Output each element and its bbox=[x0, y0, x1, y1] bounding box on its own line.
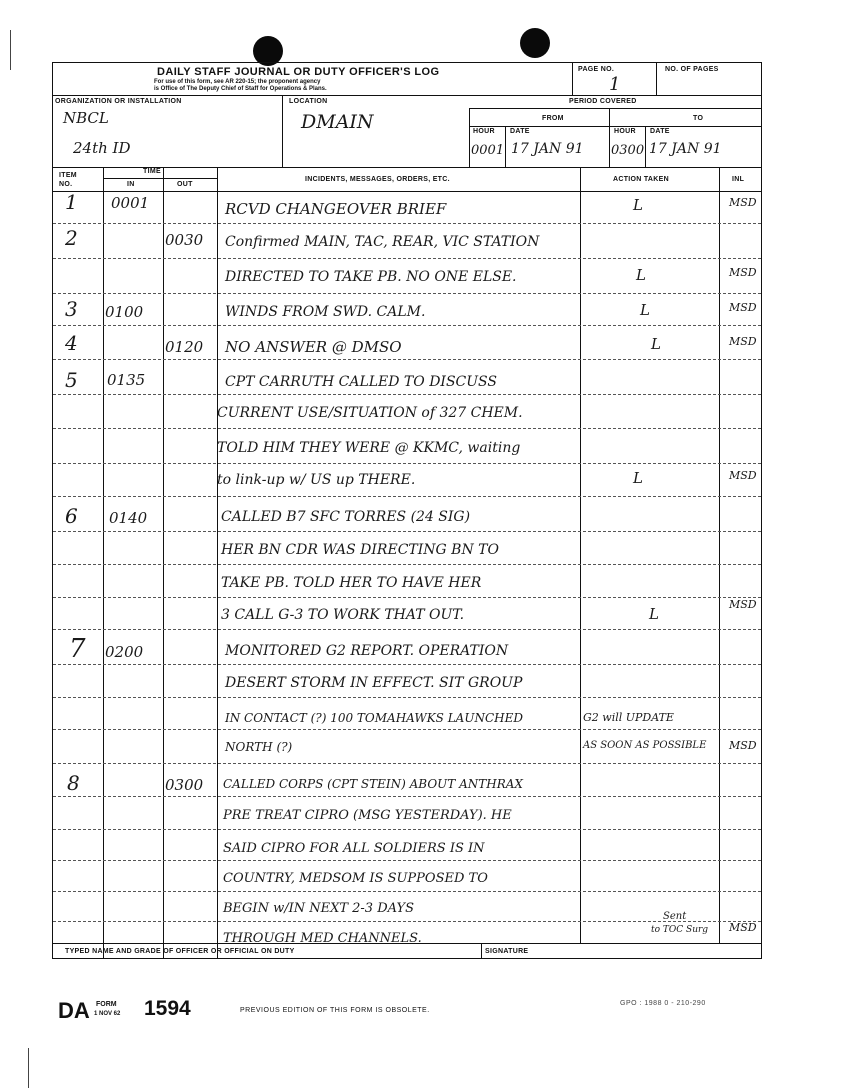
initials: MSD bbox=[729, 335, 757, 348]
incident-text: Confirmed MAIN, TAC, REAR, VIC STATION bbox=[225, 234, 540, 250]
from-hour-label: HOUR bbox=[473, 128, 495, 135]
footer-form-2: 1 NOV 62 bbox=[94, 1011, 121, 1017]
ruled-line bbox=[53, 763, 761, 764]
footer-gpo: GPO : 1988 0 - 210-290 bbox=[620, 1000, 706, 1007]
ruled-line bbox=[53, 860, 761, 861]
ruled-line bbox=[53, 258, 761, 259]
action-taken: Sent bbox=[663, 911, 687, 922]
incident-text: COUNTRY, MEDSOM IS SUPPOSED TO bbox=[223, 871, 488, 886]
to-hour-label: HOUR bbox=[614, 128, 636, 135]
action-taken: G2 will UPDATE bbox=[583, 711, 674, 724]
time-out: 0120 bbox=[165, 338, 204, 356]
from-hour-value[interactable]: 0001 bbox=[471, 143, 505, 158]
ruled-line bbox=[53, 428, 761, 429]
incident-text: MONITORED G2 REPORT. OPERATION bbox=[225, 643, 509, 659]
ruled-line bbox=[53, 697, 761, 698]
footer-da: DA bbox=[58, 998, 90, 1023]
item-number: 2 bbox=[65, 226, 78, 250]
time-label: TIME bbox=[143, 168, 161, 175]
item-number: 5 bbox=[65, 368, 78, 392]
journal-form bbox=[52, 62, 762, 959]
time-out: 0030 bbox=[165, 231, 204, 249]
action-taken: L bbox=[633, 469, 643, 487]
incident-text: TAKE PB. TOLD HER TO HAVE HER bbox=[221, 575, 482, 591]
location-label: LOCATION bbox=[289, 98, 328, 105]
ruled-line bbox=[53, 394, 761, 395]
action-taken: AS SOON AS POSSIBLE bbox=[583, 740, 707, 751]
ruled-line bbox=[53, 564, 761, 565]
initials: MSD bbox=[729, 598, 757, 611]
time-in: 0135 bbox=[107, 371, 146, 389]
incident-text: CURRENT USE/SITUATION of 327 CHEM. bbox=[217, 405, 523, 421]
incident-text: BEGIN w/IN NEXT 2-3 DAYS bbox=[223, 901, 414, 916]
action-taken: L bbox=[640, 301, 650, 319]
incident-text: TOLD HIM THEY WERE @ KKMC, waiting bbox=[217, 440, 521, 456]
incident-text: to link-up w/ US up THERE. bbox=[217, 472, 416, 488]
item-number: 4 bbox=[65, 331, 78, 355]
page-no-label: PAGE NO. bbox=[578, 66, 615, 73]
initials: MSD bbox=[729, 921, 757, 934]
incident-text: PRE TREAT CIPRO (MSG YESTERDAY). HE bbox=[223, 808, 512, 823]
footer-previous-edition: PREVIOUS EDITION OF THIS FORM IS OBSOLETE. bbox=[240, 1007, 430, 1014]
incident-text: 3 CALL G-3 TO WORK THAT OUT. bbox=[221, 607, 465, 623]
to-date-value[interactable]: 17 JAN 91 bbox=[649, 141, 722, 157]
action-taken: L bbox=[651, 335, 661, 353]
ruled-line bbox=[53, 223, 761, 224]
incident-text: NO ANSWER @ DMSO bbox=[225, 338, 402, 356]
organization-value-1[interactable]: NBCL bbox=[63, 109, 109, 127]
form-title: DAILY STAFF JOURNAL OR DUTY OFFICER'S LOG bbox=[157, 66, 440, 78]
page-no-value[interactable]: 1 bbox=[609, 74, 621, 95]
scan-mark-bottom bbox=[28, 1048, 29, 1088]
ruled-line bbox=[53, 463, 761, 464]
ruled-line bbox=[53, 796, 761, 797]
action-taken-label: ACTION TAKEN bbox=[613, 176, 669, 183]
time-in: 0140 bbox=[109, 509, 148, 527]
incident-text: CALLED B7 SFC TORRES (24 SIG) bbox=[221, 509, 471, 525]
incident-text: SAID CIPRO FOR ALL SOLDIERS IS IN bbox=[223, 841, 485, 856]
initials: MSD bbox=[729, 301, 757, 314]
ruled-line bbox=[53, 629, 761, 630]
time-in: 0200 bbox=[105, 643, 144, 661]
from-date-label: DATE bbox=[510, 128, 530, 135]
organization-label: ORGANIZATION OR INSTALLATION bbox=[55, 98, 182, 105]
from-date-value[interactable]: 17 JAN 91 bbox=[511, 141, 584, 157]
to-hour-value[interactable]: 0300 bbox=[611, 143, 645, 158]
incident-text: DESERT STORM IN EFFECT. SIT GROUP bbox=[225, 675, 523, 691]
action-taken: L bbox=[649, 605, 659, 623]
ruled-line bbox=[53, 829, 761, 830]
action-taken: L bbox=[633, 196, 643, 214]
incident-text: THROUGH MED CHANNELS. bbox=[223, 931, 422, 946]
ruled-line bbox=[53, 496, 761, 497]
time-in: 0001 bbox=[111, 194, 150, 212]
incident-text: NORTH (?) bbox=[225, 740, 293, 754]
from-label: FROM bbox=[542, 115, 564, 122]
location-value[interactable]: DMAIN bbox=[301, 111, 374, 133]
ruled-line bbox=[53, 597, 761, 598]
action-taken: to TOC Surg bbox=[651, 925, 709, 935]
ruled-line bbox=[53, 664, 761, 665]
typed-name-label: TYPED NAME AND GRADE OF OFFICER OR OFFICIAL ON DUTY bbox=[65, 948, 295, 955]
initials: MSD bbox=[729, 196, 757, 209]
incident-text: RCVD CHANGEOVER BRIEF bbox=[225, 200, 447, 218]
ruled-line bbox=[53, 359, 761, 360]
incident-text: WINDS FROM SWD. CALM. bbox=[225, 304, 426, 320]
incident-text: CPT CARRUTH CALLED TO DISCUSS bbox=[225, 374, 497, 390]
organization-value-2[interactable]: 24th ID bbox=[73, 139, 131, 157]
ruled-line bbox=[53, 891, 761, 892]
scan-mark-left bbox=[10, 30, 11, 70]
incident-text: IN CONTACT (?) 100 TOMAHAWKS LAUNCHED bbox=[225, 711, 523, 725]
ruled-line bbox=[53, 921, 761, 922]
incidents-label: INCIDENTS, MESSAGES, ORDERS, ETC. bbox=[305, 176, 450, 183]
item-number: 1 bbox=[65, 190, 78, 214]
footer-form-1: FORM bbox=[96, 1001, 117, 1008]
ruled-line bbox=[53, 729, 761, 730]
item-number: 6 bbox=[65, 504, 78, 528]
ruled-line bbox=[53, 531, 761, 532]
form-subtitle-1: For use of this form, see AR 220-15; the proponent agency bbox=[154, 79, 321, 85]
initials-label: INL bbox=[732, 176, 745, 183]
footer-form-number: 1594 bbox=[144, 997, 191, 1020]
ruled-line bbox=[53, 293, 761, 294]
to-label: TO bbox=[693, 115, 704, 122]
item-no-label: ITEM NO. bbox=[59, 172, 77, 188]
punch-hole-right bbox=[520, 28, 550, 58]
initials: MSD bbox=[729, 266, 757, 279]
incident-text: DIRECTED TO TAKE PB. NO ONE ELSE. bbox=[225, 269, 517, 285]
in-label: IN bbox=[127, 181, 135, 188]
no-of-pages-label: NO. OF PAGES bbox=[665, 66, 719, 73]
initials: MSD bbox=[729, 739, 757, 752]
out-label: OUT bbox=[177, 181, 193, 188]
initials: MSD bbox=[729, 469, 757, 482]
incident-text: HER BN CDR WAS DIRECTING BN TO bbox=[221, 542, 499, 558]
item-number: 7 bbox=[69, 634, 86, 664]
form-subtitle-2: is Office of The Deputy Chief of Staff for Operations & Plans. bbox=[154, 86, 327, 92]
ruled-line bbox=[53, 325, 761, 326]
signature-label: SIGNATURE bbox=[485, 948, 529, 955]
item-number: 3 bbox=[65, 297, 78, 321]
item-number: 8 bbox=[67, 771, 80, 795]
action-taken: L bbox=[636, 266, 646, 284]
incident-text: CALLED CORPS (CPT STEIN) ABOUT ANTHRAX bbox=[223, 777, 523, 791]
period-covered-label: PERIOD COVERED bbox=[569, 98, 637, 105]
time-in: 0100 bbox=[105, 303, 144, 321]
to-date-label: DATE bbox=[650, 128, 670, 135]
time-out: 0300 bbox=[165, 776, 204, 794]
